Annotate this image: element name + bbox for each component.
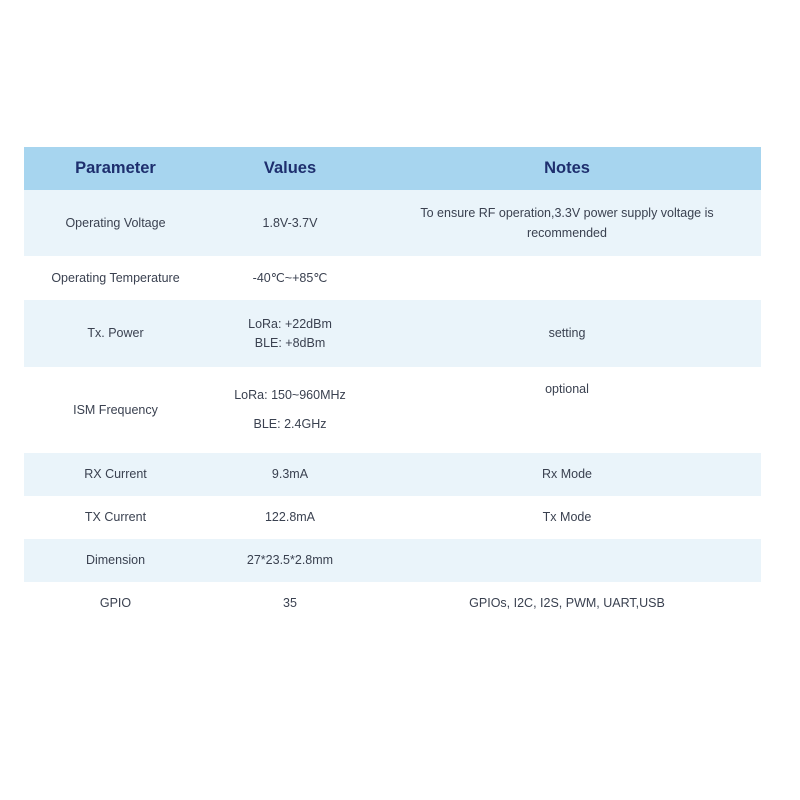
cell-parameter: TX Current bbox=[84, 510, 147, 524]
table-row bbox=[24, 367, 761, 453]
value-line: LoRa: +22dBm bbox=[248, 316, 332, 331]
cell-notes: setting bbox=[548, 326, 586, 340]
cell-values: 9.3mA bbox=[271, 467, 309, 481]
header-parameter: Parameter bbox=[75, 159, 156, 177]
table-row bbox=[24, 300, 761, 367]
cell-values: 35 bbox=[283, 596, 297, 610]
cell-parameter: Tx. Power bbox=[87, 326, 144, 340]
table-row bbox=[24, 256, 761, 300]
cell-parameter: ISM Frequency bbox=[73, 402, 158, 417]
cell-notes: GPIOs, I2C, I2S, PWM, UART,USB bbox=[469, 596, 665, 610]
cell-notes bbox=[373, 539, 761, 582]
table-row bbox=[24, 453, 761, 496]
header-values: Values bbox=[263, 159, 317, 177]
notes-line: optional bbox=[545, 382, 589, 396]
value-line: BLE: 2.4GHz bbox=[253, 417, 327, 431]
cell-values: 122.8mA bbox=[264, 510, 316, 524]
header-notes: Notes bbox=[544, 159, 590, 177]
table-row bbox=[24, 496, 761, 539]
table-row bbox=[24, 582, 761, 625]
cell-parameter: Dimension bbox=[85, 553, 146, 567]
notes-line: To ensure RF operation,3.3V power supply voltage is bbox=[420, 205, 714, 220]
cell-values bbox=[207, 367, 373, 453]
cell-parameter: Operating Voltage bbox=[65, 215, 166, 230]
cell-notes bbox=[373, 256, 761, 300]
cell-parameter: RX Current bbox=[84, 467, 147, 481]
cell-parameter: GPIO bbox=[99, 596, 132, 610]
cell-parameter: Operating Temperature bbox=[51, 270, 180, 285]
cell-notes bbox=[373, 190, 761, 256]
table-row bbox=[24, 539, 761, 582]
table-header-row bbox=[24, 147, 761, 190]
cell-notes: Rx Mode bbox=[541, 467, 593, 481]
table-row bbox=[24, 190, 761, 256]
cell-values: 1.8V-3.7V bbox=[262, 215, 318, 230]
notes-line: recommended bbox=[527, 225, 607, 240]
value-line: LoRa: 150~960MHz bbox=[234, 388, 346, 402]
cell-values bbox=[207, 300, 373, 367]
cell-notes: Tx Mode bbox=[542, 510, 592, 524]
cell-values: -40℃~+85℃ bbox=[252, 270, 328, 285]
cell-values: 27*23.5*2.8mm bbox=[246, 553, 334, 567]
spec-table bbox=[24, 147, 761, 625]
cell-notes bbox=[373, 367, 761, 453]
value-line: BLE: +8dBm bbox=[254, 335, 326, 350]
